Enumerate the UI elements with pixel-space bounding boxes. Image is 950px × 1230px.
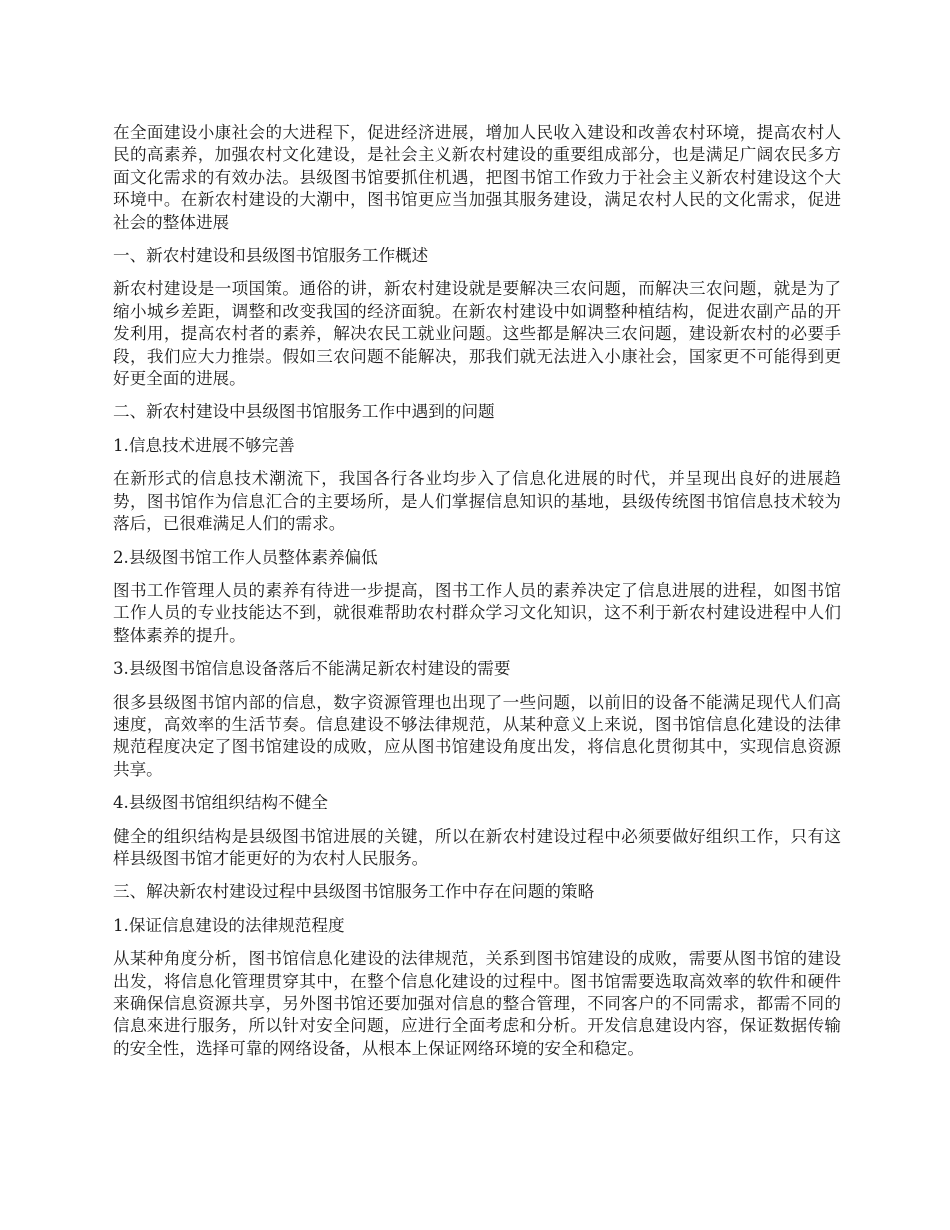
subsection-2-1-paragraph: 在新形式的信息技术潮流下，我国各行各业均步入了信息化进展的时代，并呈现出良好的进展趋势，图书馆作为信息汇合的主要场所，是人们掌握信息知识的基地，县级传统图书馆信息技术较为落后，已很难满足人们的需求。	[113, 469, 841, 534]
document-body	[113, 122, 841, 1071]
section-heading-1: 一、新农村建设和县级图书馆服务工作概述	[113, 246, 429, 266]
subsection-2-2-paragraph: 图书工作管理人员的素养有待进一步提高，图书工作人员的素养决定了信息进展的进程，如图书馆工作人员的专业技能达不到，就很难帮助农村群众学习文化知识，这不利于新农村建设进程中人们整体素养的提升。	[113, 580, 841, 645]
subheading-2-4: 4.县级图书馆组织结构不健全	[113, 793, 328, 813]
subsection-2-3-paragraph: 很多县级图书馆内部的信息，数字资源管理也出现了一些问题，以前旧的设备不能满足现代人们高速度，高效率的生活节奏。信息建设不够法律规范，从某种意义上来说，图书馆信息化建设的法律规范程度决定了图书馆建设的成败，应从图书馆建设角度出发，将信息化贯彻其中，实现信息资源共享。	[113, 692, 841, 779]
intro-paragraph: 在全面建设小康社会的大进程下，促进经济进展，增加人民收入建设和改善农村环境，提高农村人民的高素养，加强农村文化建设，是社会主义新农村建设的重要组成部分，也是满足广阔农民多方面文化需求的有效办法。县级图书馆要抓住机遇，把图书馆工作致力于社会主义新农村建设这个大环境中。在新农村建设的大潮中，图书馆更应当加强其服务建设，满足农村人民的文化需求，促进社会的整体进展	[113, 123, 841, 232]
section-1-paragraph: 新农村建设是一项国策。通俗的讲，新农村建设就是要解决三农问题，而解决三农问题，就是为了缩小城乡差距，调整和改变我国的经济面貌。在新农村建设中如调整种植结构，促进农副产品的开发利用，提高农村者的素养，解决农民工就业问题。这些都是解决三农问题，建设新农村的必要手段，我们应大力推崇。假如三农问题不能解决，那我们就无法进入小康社会，国家更不可能得到更好更全面的进展。	[113, 279, 841, 389]
section-heading-2: 二、新农村建设中县级图书馆服务工作中遇到的问题	[113, 402, 495, 422]
subsection-2-4-paragraph: 健全的组织结构是县级图书馆进展的关键，所以在新农村建设过程中必须要做好组织工作，只有这样县级图书馆才能更好的为农村人民服务。	[113, 826, 841, 868]
subsection-3-1-paragraph: 从某种角度分析，图书馆信息化建设的法律规范，关系到图书馆建设的成败，需要从图书馆的建设出发，将信息化管理贯穿其中，在整个信息化建设的过程中。图书馆需要选取高效率的软件和硬件来确保信息资源共享，另外图书馆还要加强对信息的整合管理，不同客户的不同需求，都需不同的信息來进行服务，所以针对安全问题，应进行全面考虑和分析。开发信息建设内容，保证数据传输的安全性，选择可靠的网络设备，从根本上保证网络环境的安全和稳定。	[113, 949, 841, 1058]
subheading-2-3: 3.县级图书馆信息设备落后不能满足新农村建设的需要	[113, 659, 511, 679]
subheading-3-1: 1.保证信息建设的法律规范程度	[113, 915, 345, 935]
section-heading-3: 三、解决新农村建设过程中县级图书馆服务工作中存在问题的策略	[113, 882, 595, 902]
subheading-2-1: 1.信息技术进展不够完善	[113, 435, 295, 455]
subheading-2-2: 2.县级图书馆工作人员整体素养偏低	[113, 547, 378, 567]
